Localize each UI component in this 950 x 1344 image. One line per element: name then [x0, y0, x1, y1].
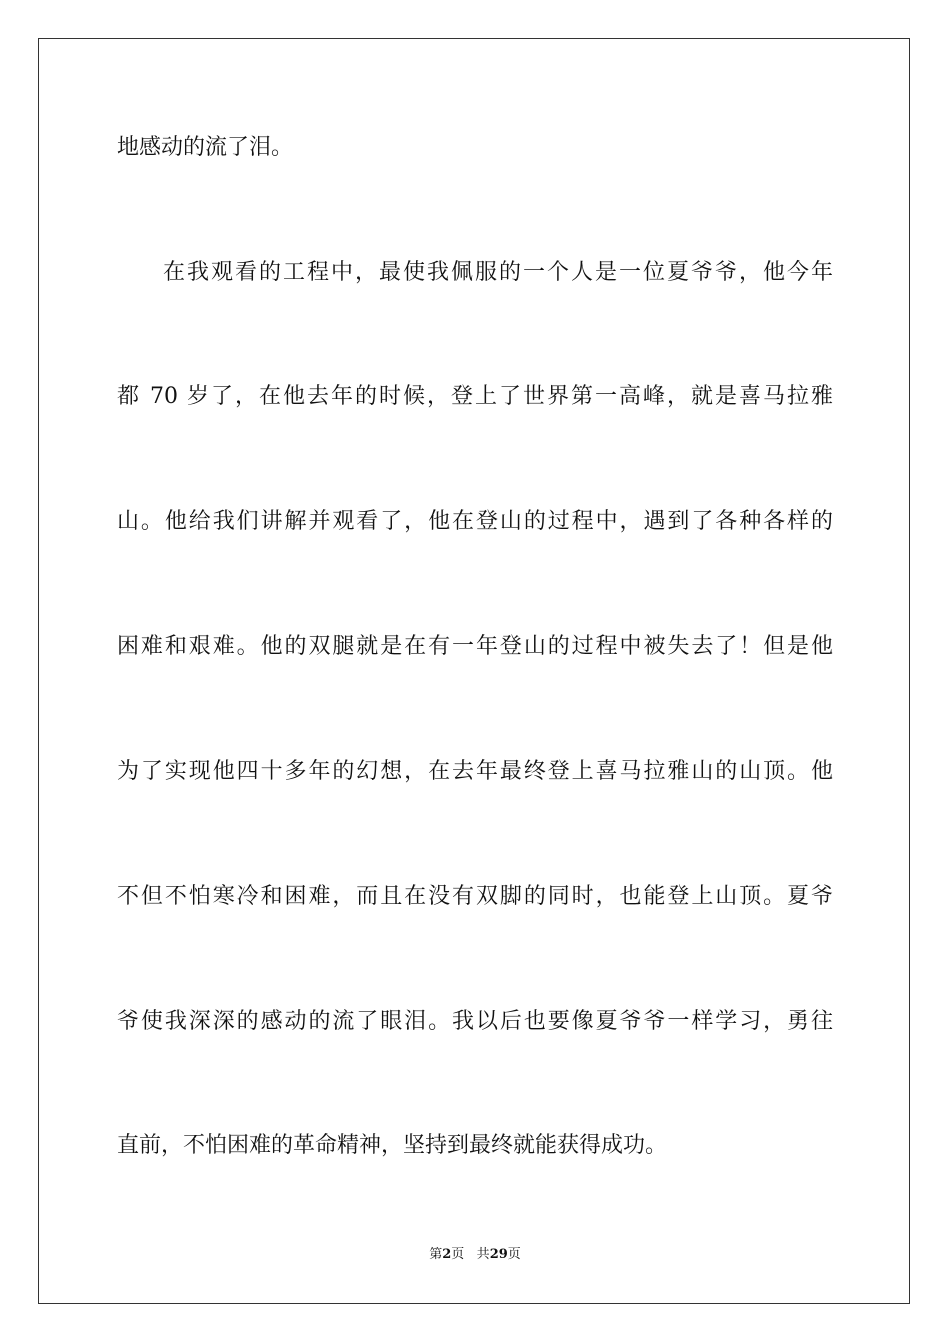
footer-total-suffix: 页 [507, 1247, 521, 1262]
footer-page-number: 2 [442, 1247, 452, 1262]
footer-total-prefix: 共 [476, 1247, 490, 1262]
text-line-3: 都 70 岁了，在他去年的时候，登上了世界第一高峰，就是喜马拉雅 [117, 384, 833, 409]
text-line-6: 为了实现他四十多年的幻想，在去年最终登上喜马拉雅山的山顶。他 [117, 759, 833, 784]
text-line-7: 不但不怕寒冷和困难，而且在没有双脚的同时，也能登上山顶。夏爷 [117, 884, 833, 909]
text-line-8: 爷使我深深的感动的流了眼泪。我以后也要像夏爷爷一样学习，勇往 [117, 1009, 833, 1034]
footer-page-suffix: 页 [451, 1247, 465, 1262]
text-line-9: 直前，不怕困难的革命精神，坚持到最终就能获得成功。 [117, 1133, 668, 1158]
text-line-1: 地感动的流了泪。 [117, 135, 294, 160]
text-line-5: 困难和艰难。他的双腿就是在有一年登山的过程中被失去了！但是他 [117, 634, 833, 659]
paragraph-first-line: 在我观看的工程中，最使我佩服的一个人是一位夏爷爷，他今年 [163, 260, 833, 285]
page-border [38, 38, 910, 1304]
page-footer [0, 1246, 950, 1264]
text-line-4: 山。他给我们讲解并观看了，他在登山的过程中，遇到了各种各样的 [117, 509, 833, 534]
footer-page-prefix: 第 [429, 1247, 443, 1262]
footer-total-pages: 29 [489, 1247, 508, 1262]
